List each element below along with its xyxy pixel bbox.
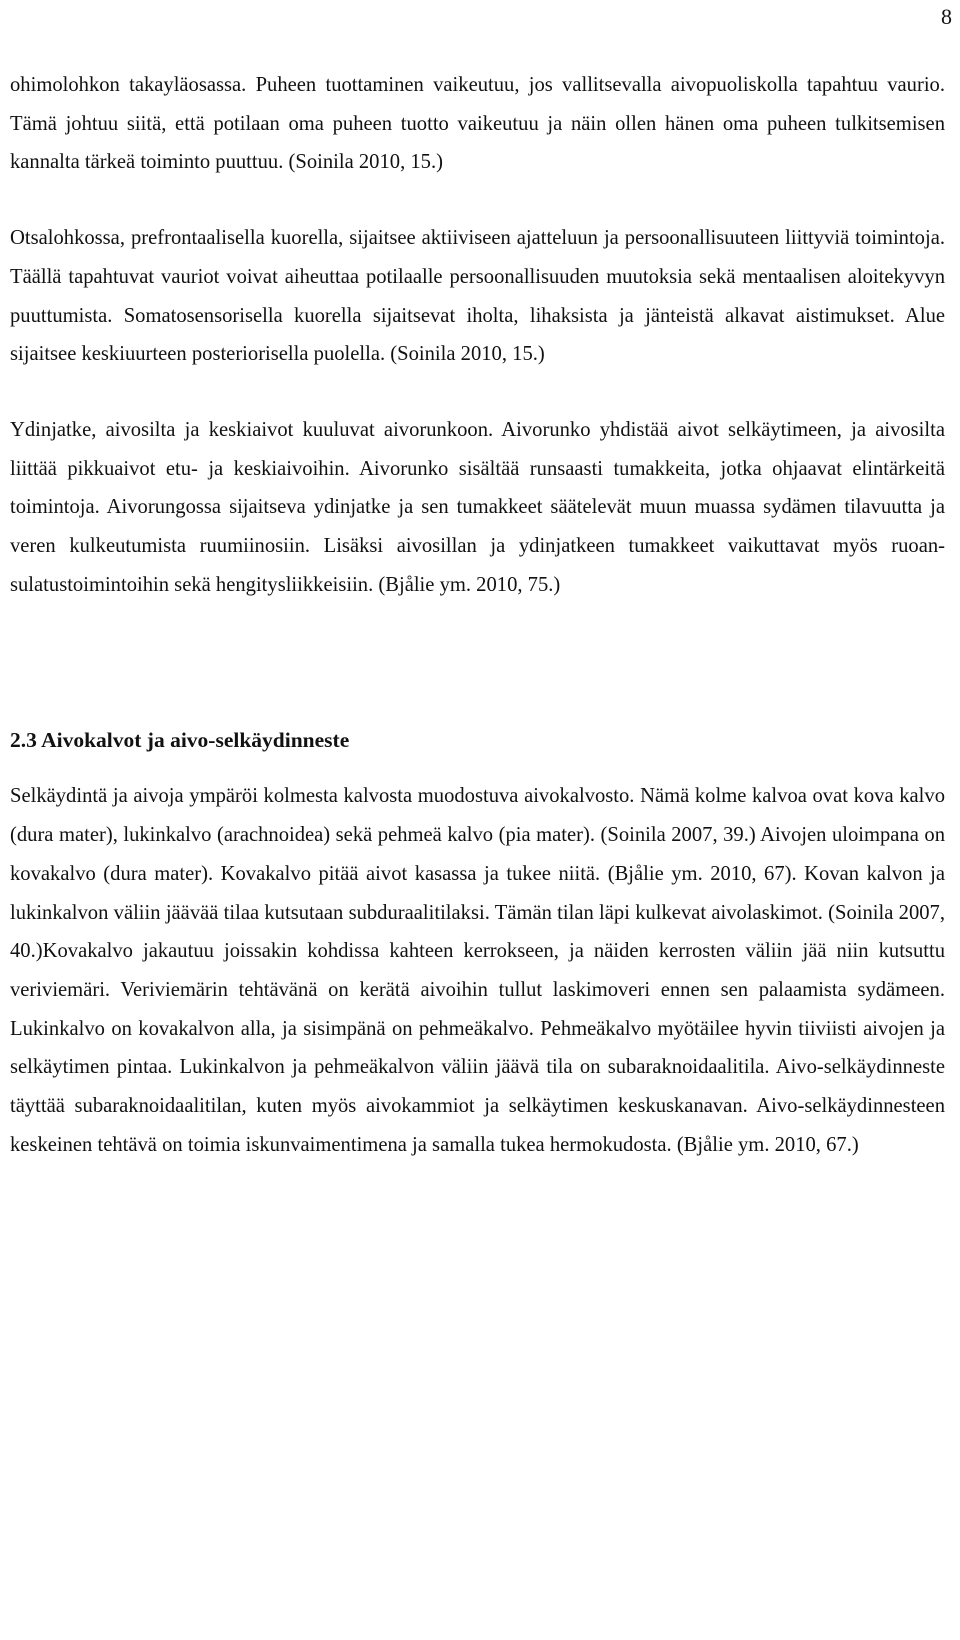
page-number: 8 <box>941 4 952 29</box>
paragraph-temporal-lobe: ohimolohkon takayläosassa. Puheen tuottaminen vaikeutuu, jos vallitsevalla aivopuoliskolla tapahtuu vaurio. Tämä johtuu siitä, että potilaan oma puheen tuotto vaikeutuu ja näin ollen hänen oma puheen tulkitsemisen kannalta tärkeä toiminto puuttuu. (Soinila 2010, 15.) <box>10 74 945 174</box>
document-body <box>10 66 945 1164</box>
paragraph-frontal-lobe: Otsalohkossa, prefrontaalisella kuorella, sijaitsee aktiiviseen ajatteluun ja persoonallisuuteen liittyviä toimintoja. Täällä tapahtuvat vauriot voivat aiheuttaa potilaalle persoonallisuuden muutoksia sekä mentaalisen aloitekyvyn puuttumista. Somatosensorisella kuorella sijaitsevat iholta, lihaksista ja jänteistä alkavat aistimukset. Alue sijaitsee keskiuurteen posteriorisella puolella. (Soinila 2010, 15.) <box>10 227 945 366</box>
paragraph-meninges: Selkäydintä ja aivoja ympäröi kolmesta kalvosta muodostuva aivokalvosto. Nämä kolme kalvoa ovat kova kalvo (dura mater), lukinkalvo (arachnoidea) sekä pehmeä kalvo (pia mater). (Soinila 2007, 39.) Aivojen uloimpana on kovakalvo (dura mater). Kovakalvo pitää aivot kasassa ja tukee niitä. (Bjålie ym. 2010, 67). Kovan kalvon ja lukinkalvon väliin jäävää tilaa kutsutaan subduraalitilaksi. Tämän tilan läpi kulkevat aivolaskimot. (Soinila 2007, 40.)Kovakalvo jakautuu joissakin kohdissa kahteen kerrokseen, ja näiden kerrosten väliin jää niin kutsuttu veriviemäri. Veriviemärin tehtävänä on kerätä aivoihin tullut laskimoveri ennen sen palaamista sydämeen. Lukinkalvo on kovakalvon alla, ja sisimpänä on pehmeäkalvo. Pehmeäkalvo myötäilee hyvin tiiviisti aivojen ja selkäytimen pintaa. Lukinkalvon ja pehmeäkalvon väliin jäävä tila on subaraknoidaalitila. Aivo-selkäydinneste täyttää subaraknoidaalitilan, kuten myös aivokammiot ja selkäytimen keskuskanavan. Aivo-selkäydinnesteen keskeinen tehtävä on toimia iskunvaimentimena ja samalla tukea hermokudosta. (Bjålie ym. 2010, 67.) <box>10 785 945 1156</box>
section-heading: 2.3 Aivokalvot ja aivo-selkäydinneste <box>10 728 350 753</box>
paragraph-brainstem: Ydinjatke, aivosilta ja keskiaivot kuuluvat aivorunkoon. Aivorunko yhdistää aivot selkäytimeen, ja aivosilta liittää pikkuaivot etu- ja keskiaivoihin. Aivorunko sisältää runsaasti tumakkeita, jotka ohjaavat elintärkeitä toimintoja. Aivorungossa sijaitseva ydinjatke ja sen tumakkeet säätelevät muun muassa sydämen tilavuutta ja veren kulkeutumista ruumiinosiin. Lisäksi aivosillan ja ydinjatkeen tumakkeet vaikuttavat myös ruoansulatustoimintoihin sekä hengitysliikkeisiin. (Bjålie ym. 2010, 75.) <box>10 418 945 596</box>
